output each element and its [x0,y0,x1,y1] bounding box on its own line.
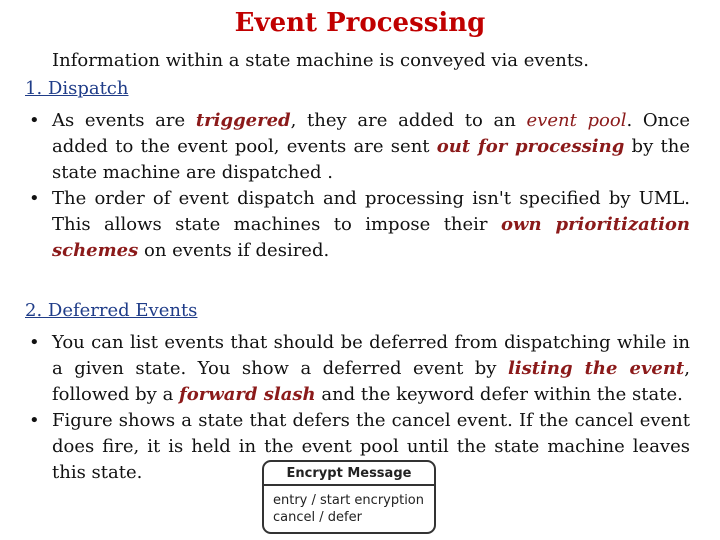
dispatch-bullet-list [25,108,690,264]
state-diagram [262,460,436,534]
deferred-bullet-1 [25,330,690,408]
intro-text: Information within a state machine is conveyed via events. [52,50,590,71]
highlight-event-pool: event pool [526,110,627,131]
state-divider [264,484,434,486]
text-segment: Figure shows a state that defers the cancel event. If the cancel event does fire, it is held in the event pool until the state machine leaves this state. [52,410,690,483]
text-segment: on events if desired. [138,240,330,261]
highlight-triggered: triggered [195,110,291,131]
text-segment: , followed by a [52,358,690,405]
text-segment: , they are added to an [290,110,527,131]
state-entry-action: entry / start encryption [273,493,425,508]
highlight-out-for-processing: out for processing [436,136,625,157]
section-heading-dispatch: 1. Dispatch [25,78,129,99]
text-segment: . Once added to the event pool, events are sent [52,110,690,157]
page-title: Event Processing [234,8,486,38]
highlight-listing-the-event: listing the event [507,358,685,379]
dispatch-bullet-2 [25,186,690,264]
highlight-prioritization-schemes: own prioritization schemes [52,214,691,261]
text-segment: The order of event dispatch and processing isn't specified by UML. This allows state machines to impose their [52,188,690,235]
state-deferred-event: cancel / defer [273,510,362,525]
text-segment: As events are [52,110,196,131]
text-segment: and the keyword defer within the state. [315,384,683,405]
dispatch-bullet-1 [25,108,690,186]
text-segment: by the state machine are dispatched . [52,136,690,183]
highlight-forward-slash: forward slash [179,384,316,405]
section-heading-deferred-events: 2. Deferred Events [25,300,198,321]
text-segment: You can list events that should be deferred from dispatching while in a given state. You show a deferred event by [52,332,690,379]
state-name: Encrypt Message [286,466,412,481]
